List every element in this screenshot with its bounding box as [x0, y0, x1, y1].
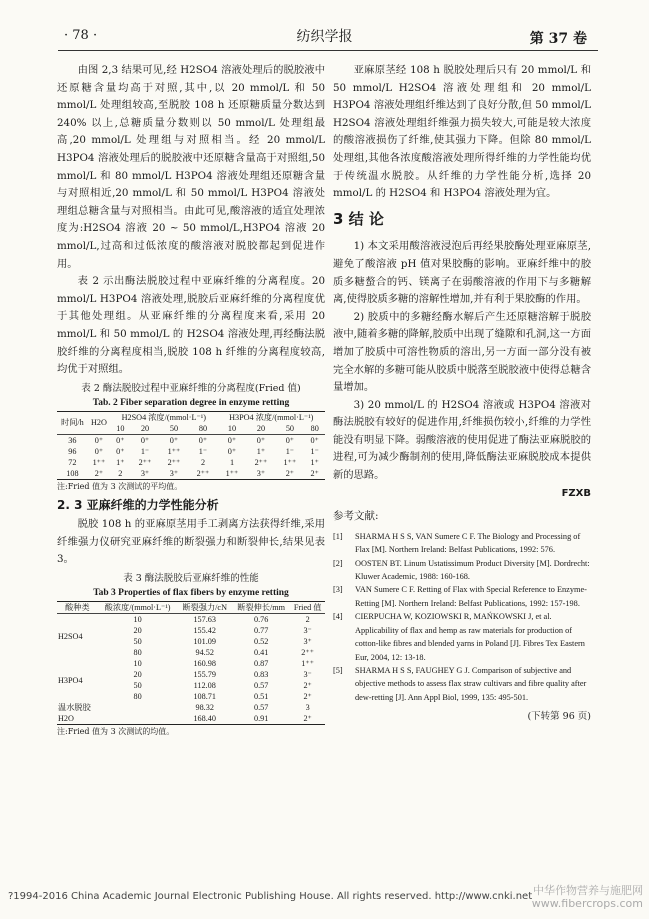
- table2-separation-degree: [57, 411, 325, 480]
- reference-text: OOSTEN BT. Linum Ustatissimum Product Diversity [M]. Dordrecht: Kluwer Academic, 1988: 160-168.: [355, 558, 590, 582]
- table2-cell: 1⁻: [310, 446, 319, 456]
- table2-cell: 0⁺: [116, 446, 125, 456]
- reference-text: SHARMA H S S, VAN Sumere C F. The Biology and Processing of Flax [M]. Northern Ireland: Belfast Publications, 1992: 576.: [355, 531, 581, 555]
- table2-row: [57, 457, 325, 468]
- reference-text: SHARMA H S S, FAUGHEY G J. Comparison of subjective and objective methods to assess flax straw cultivars and fibre quality after dew-retting [J]. Ann Appl Biol, 1999, 135: 495-501.: [355, 665, 587, 702]
- table3-cell: 0.41: [254, 648, 269, 658]
- table3-header: 断裂伸长/mm: [237, 603, 286, 613]
- table3-row: [57, 669, 325, 680]
- reference-number: [3]: [333, 585, 343, 595]
- paragraph-separation: 表 2 示出酶法脱胶过程中亚麻纤维的分离程度。20 mmol/L H3PO4 溶液处理,脱胶后亚麻纤维的分离程度优于其他处理组。从亚麻纤维的分离程度来看,采用 20 mmol/L 和 50 mmol/L 的 H2SO4 溶液处理,再经酶法脱胶纤维的分离程度相当,脱胶 108 h 纤维的分离程度较高,均优于对照组。: [57, 275, 325, 376]
- section-3-heading: 3 结 论: [333, 209, 384, 228]
- table3-cell: 0.77: [254, 626, 269, 636]
- table2-cell: 0⁺: [116, 435, 125, 445]
- table3-cell: 112.08: [193, 681, 216, 691]
- table2-cell: 3⁺: [169, 468, 179, 478]
- table2-cell: 108: [66, 468, 79, 478]
- right-column: [333, 62, 591, 726]
- table3-row: [57, 691, 325, 702]
- table2-cell: 3⁺: [140, 468, 150, 478]
- table2-cell: 2⁺: [94, 468, 104, 478]
- table3-row: [57, 625, 325, 636]
- table3-cell: 0.57: [254, 703, 269, 713]
- table3-cell: 2⁺: [303, 681, 312, 691]
- references-title: 参考文献:: [333, 510, 379, 523]
- table3-cell: 3: [305, 703, 310, 713]
- table2-cell: 96: [68, 446, 77, 456]
- table2-row: [57, 434, 325, 446]
- table3-fiber-properties: [57, 601, 325, 725]
- table2-cell: 1⁺: [310, 457, 319, 467]
- table2-subheader: 10: [116, 423, 125, 433]
- reference-number: [2]: [333, 558, 343, 568]
- table3-cell: 10: [133, 659, 142, 669]
- table2-header-time: 时间/h: [61, 418, 84, 428]
- table2-cell: 1⁺⁺: [92, 457, 106, 467]
- table2-caption-en: Tab. 2 Fiber separation degree in enzyme retting: [92, 397, 290, 408]
- table2-subheader: 50: [169, 423, 179, 433]
- table3-row: [57, 614, 325, 626]
- table3-cell: 101.09: [193, 637, 216, 647]
- reference-text: VAN Sumere C F. Retting of Flax with Special Reference to Enzyme-Retting [M]. Northern Ireland: Belfast Publications, 1992: 157-198.: [355, 585, 587, 608]
- table2-header-water: H2O: [90, 418, 107, 428]
- table3-cell: 3⁻: [303, 670, 312, 680]
- table2-cell: 0⁺: [169, 435, 179, 445]
- table2-subheader: 80: [198, 423, 208, 433]
- table3-cell: 3⁺: [303, 637, 312, 647]
- table2-cell: 2⁺⁺: [138, 457, 152, 467]
- table2-cell: 1⁺⁺: [167, 446, 181, 456]
- table3-cell: 50: [133, 637, 142, 647]
- table3-row: [57, 658, 325, 669]
- table2-subheader: 10: [227, 423, 237, 433]
- conclusion-3: 3) 20 mmol/L 的 H2SO4 溶液或 H3PO4 溶液对酶法脱胶有较好的促进作用,纤维损伤较小,纤维的力学性能没有明显下降。弱酸溶液的使用促进了酶法亚麻脱胶的进程,可为减少酶制剂的使用,降低酶法亚麻脱胶成本提供新的思路。: [333, 398, 591, 482]
- left-column: [57, 62, 325, 742]
- table3-cell: 157.63: [193, 615, 216, 625]
- table3-cell: 2⁺⁺: [301, 648, 315, 658]
- table2-cell: 0⁺: [94, 446, 104, 456]
- section-2-3-heading: 2. 3 亚麻纤维的力学性能分析: [57, 497, 219, 512]
- table3-cell: 2⁺: [303, 714, 312, 724]
- continued-note: (下转第 96 页): [527, 711, 591, 723]
- reference-text: CIERPUCHA W, KOZIOWSKI R, MAŃKOWSKI J, et al. Applicability of flax and hemp as raw materials for production of cotton-like fibres and blended yarns in Poland [J]. Fibres Tex Eastern Eur, 2004, 12: 13-18.: [355, 612, 585, 662]
- table2-cell: 36: [68, 435, 77, 445]
- table2-subheader: 80: [310, 423, 319, 433]
- table3-row: [57, 647, 325, 658]
- table2-cell: 1⁻: [140, 446, 150, 456]
- table2-header-h2so4: H2SO4 浓度/(mmol·L⁻¹): [121, 412, 206, 422]
- table3-cell: [98, 713, 178, 725]
- watermark-line: www.fibercrops.com: [531, 897, 643, 910]
- table3-header: Fried 值: [293, 603, 322, 613]
- reference-item: [333, 610, 591, 664]
- table3-row: [57, 702, 325, 713]
- table3-acid-type: H3PO4: [58, 675, 83, 685]
- paragraph-mechanical: 脱胶 108 h 的亚麻原茎用手工剥离方法获得纤维,采用纤维强力仪研究亚麻纤维的断裂强力和断裂伸长,结果见表 3。: [57, 518, 325, 566]
- table3-cell: 20: [133, 626, 142, 636]
- table3-cell: [98, 702, 178, 713]
- paragraph-fiber-dispersion: 亚麻原茎经 108 h 脱胶处理后只有 20 mmol/L 和 50 mmol/L H2SO4 溶液处理组和 20 mmol/L H3PO4 溶液处理组纤维达到了良好分散,但 50 mmol/L H2SO4 溶液处理组纤维强力损失较大,可能是较大浓度的酸溶液损伤了纤维,使其强力下降。但除 80 mmol/L 处理组,其他各浓度酸溶液处理所得纤维的力学性能均优于传统温水脱胶。从纤维的力学性能分析,选择 20 mmol/L 的 H2SO4 和 H3PO4 溶液处理为宜。: [333, 64, 591, 200]
- watermark: [532, 884, 643, 910]
- table3-cell: 98.32: [195, 703, 214, 713]
- table2-cell: 1⁺: [256, 446, 266, 456]
- table3-cell: 108.71: [193, 692, 216, 702]
- table2-subheader: 20: [140, 423, 150, 433]
- table3-acid-type: 温水脱胶: [58, 703, 91, 713]
- table3-cell: 0.83: [254, 670, 269, 680]
- table2-cell: 2⁺⁺: [167, 457, 181, 467]
- table3-cell: 0.57: [254, 681, 269, 691]
- conclusion-2: 2) 胶质中的多糖经酶水解后产生还原糖溶解于脱胶液中,随着多糖的降解,胶质中出现了缝隙和孔洞,这一方面增加了胶质中可溶性物质的溶出,另一方面一部分没有被完全水解的多糖可能从胶质中脱落至脱胶液中使得总糖含量增加。: [333, 310, 591, 394]
- table2-cell: 2⁺: [310, 468, 319, 478]
- table2-cell: 1⁺⁺: [225, 468, 239, 478]
- table3-header: 酸种类: [65, 603, 90, 613]
- header-rule: [58, 50, 598, 51]
- table3-cell: 168.40: [193, 714, 216, 724]
- table2-cell: 1⁻: [285, 446, 295, 456]
- table3-note: 注:Fried 值为 3 次测试的均值。: [57, 727, 175, 737]
- conclusion-1: 1) 本文采用酸溶液浸泡后再经果胶酶处理亚麻原茎,避免了酸溶液 pH 值对果胶酶的影响。亚麻纤维中的胶质多糖螯合的钙、镁离子在弱酸溶液的作用下与多糖解离,使得胶质多糖的溶解性增加,并有利于果胶酶的作用。: [333, 240, 591, 306]
- table2-note: 注:Fried 值为 3 次测试的平均值。: [57, 481, 183, 491]
- table3-row: [57, 713, 325, 725]
- table3-cell: 3⁻: [303, 626, 312, 636]
- table2-cell: 2⁺⁺: [196, 468, 210, 478]
- table2-cell: 0⁺: [94, 435, 104, 445]
- table3-cell: 80: [133, 648, 142, 658]
- reference-number: [5]: [333, 665, 343, 675]
- table3-cell: 155.42: [193, 626, 216, 636]
- table3-cell: 0.52: [254, 637, 269, 647]
- reference-number: [4]: [333, 612, 343, 622]
- table3-cell: 2⁺: [303, 692, 312, 702]
- table2-cell: 2⁺⁺: [254, 457, 268, 467]
- table2-cell: 1⁻: [198, 446, 208, 456]
- table2-subheader: 20: [256, 423, 266, 433]
- table3-row: [57, 636, 325, 647]
- copyright-footer: ?1994-2016 China Academic Journal Electronic Publishing House. All rights reserved. http://www.cnki.net: [8, 891, 533, 902]
- table3-cell: 50: [133, 681, 142, 691]
- table3-caption-en: Tab 3 Properties of flax fibers by enzyme retting: [93, 588, 289, 599]
- table3-header: 酸浓度/(mmol·L⁻¹): [104, 603, 171, 613]
- watermark-line: 中华作物营养与施肥网: [533, 884, 643, 897]
- reference-item: [333, 557, 591, 584]
- table2-cell: 2: [200, 457, 206, 467]
- paragraph-results-sugar: 由图 2,3 结果可见,经 H2SO4 溶液处理后的脱胶液中还原糖含量均高于对照,其中,以 20 mmol/L 和 50 mmol/L 处理组较高,至脱胶 108 h 还原糖质量分数达到 240% 以上,总糖质量分数则以 50 mmol/L 处理组最高,20 mmol/L 处理组与对照相当。经 20 mmol/L H3PO4 溶液处理后的脱胶液中还原糖含量高于对照组,50 mmol/L 和 80 mmol/L H3PO4 溶液处理组还原糖含量与对照相近,20 mmol/L 和 50 mmol/L H3PO4 溶液处理组总糖含量与对照相当。由此可见,酸溶液的适宜处理浓度为:H2SO4 溶液 20 ~ 50 mmol/L,H3PO4 溶液 20 mmol/L,过高和过低浓度的酸溶液对脱胶都起到促进作用。: [57, 64, 325, 270]
- table2-row: [57, 446, 325, 457]
- page-number: · 78 ·: [64, 28, 98, 43]
- table2-row: [57, 468, 325, 480]
- volume-label: 第 37 卷: [529, 31, 587, 47]
- table3-cell: 0.87: [254, 659, 269, 669]
- table2-cell: 72: [68, 457, 77, 467]
- journal-name: 纺织学报: [296, 29, 353, 45]
- table3-caption: 表 3 酶法脱胶后亚麻纤维的性能: [123, 573, 259, 585]
- table3-cell: 94.52: [195, 648, 214, 658]
- table3-cell: 0.76: [254, 615, 269, 625]
- table2-cell: 0⁺: [198, 435, 208, 445]
- table2-cell: 0⁺: [227, 435, 237, 445]
- table3-acid-type: H2O: [58, 714, 74, 724]
- table3-cell: 2: [305, 615, 310, 625]
- table3-cell: 10: [133, 615, 142, 625]
- table3-cell: 1⁺⁺: [301, 659, 315, 669]
- reference-list: [333, 530, 591, 704]
- table3-cell: 0.51: [254, 692, 269, 702]
- reference-number: [1]: [333, 531, 343, 541]
- table2-cell: 1⁺⁺: [283, 457, 297, 467]
- table2-cell: 1⁺: [116, 457, 125, 467]
- table2-cell: 0⁺: [256, 435, 266, 445]
- reference-item: [333, 530, 591, 557]
- table3-cell: 0.91: [254, 714, 269, 724]
- table2-header-h3po4: H3PO4 浓度/(mmol·L⁻¹): [229, 412, 314, 422]
- table2-cell: 0⁺: [285, 435, 295, 445]
- table3-cell: 20: [133, 670, 142, 680]
- table2-cell: 2: [118, 468, 123, 478]
- journal-code: FZXB: [561, 487, 591, 499]
- table3-cell: 160.98: [193, 659, 216, 669]
- table2-cell: 3⁺: [256, 468, 266, 478]
- table2-cell: 0⁺: [310, 435, 319, 445]
- table3-cell: 80: [133, 692, 142, 702]
- reference-item: [333, 583, 591, 610]
- table2-caption: 表 2 酶法脱胶过程中亚麻纤维的分离程度(Fried 值): [81, 382, 301, 394]
- table2-cell: 1: [229, 457, 235, 467]
- table2-cell: 0⁺: [227, 446, 237, 456]
- table3-acid-type: H2SO4: [58, 631, 83, 641]
- table2-subheader: 50: [285, 423, 295, 433]
- table2-cell: 2⁺: [285, 468, 295, 478]
- table3-row: [57, 680, 325, 691]
- table2-cell: 0⁺: [140, 435, 150, 445]
- table3-cell: 155.79: [193, 670, 216, 680]
- reference-item: [333, 664, 591, 704]
- table3-header: 断裂强力/cN: [182, 603, 227, 613]
